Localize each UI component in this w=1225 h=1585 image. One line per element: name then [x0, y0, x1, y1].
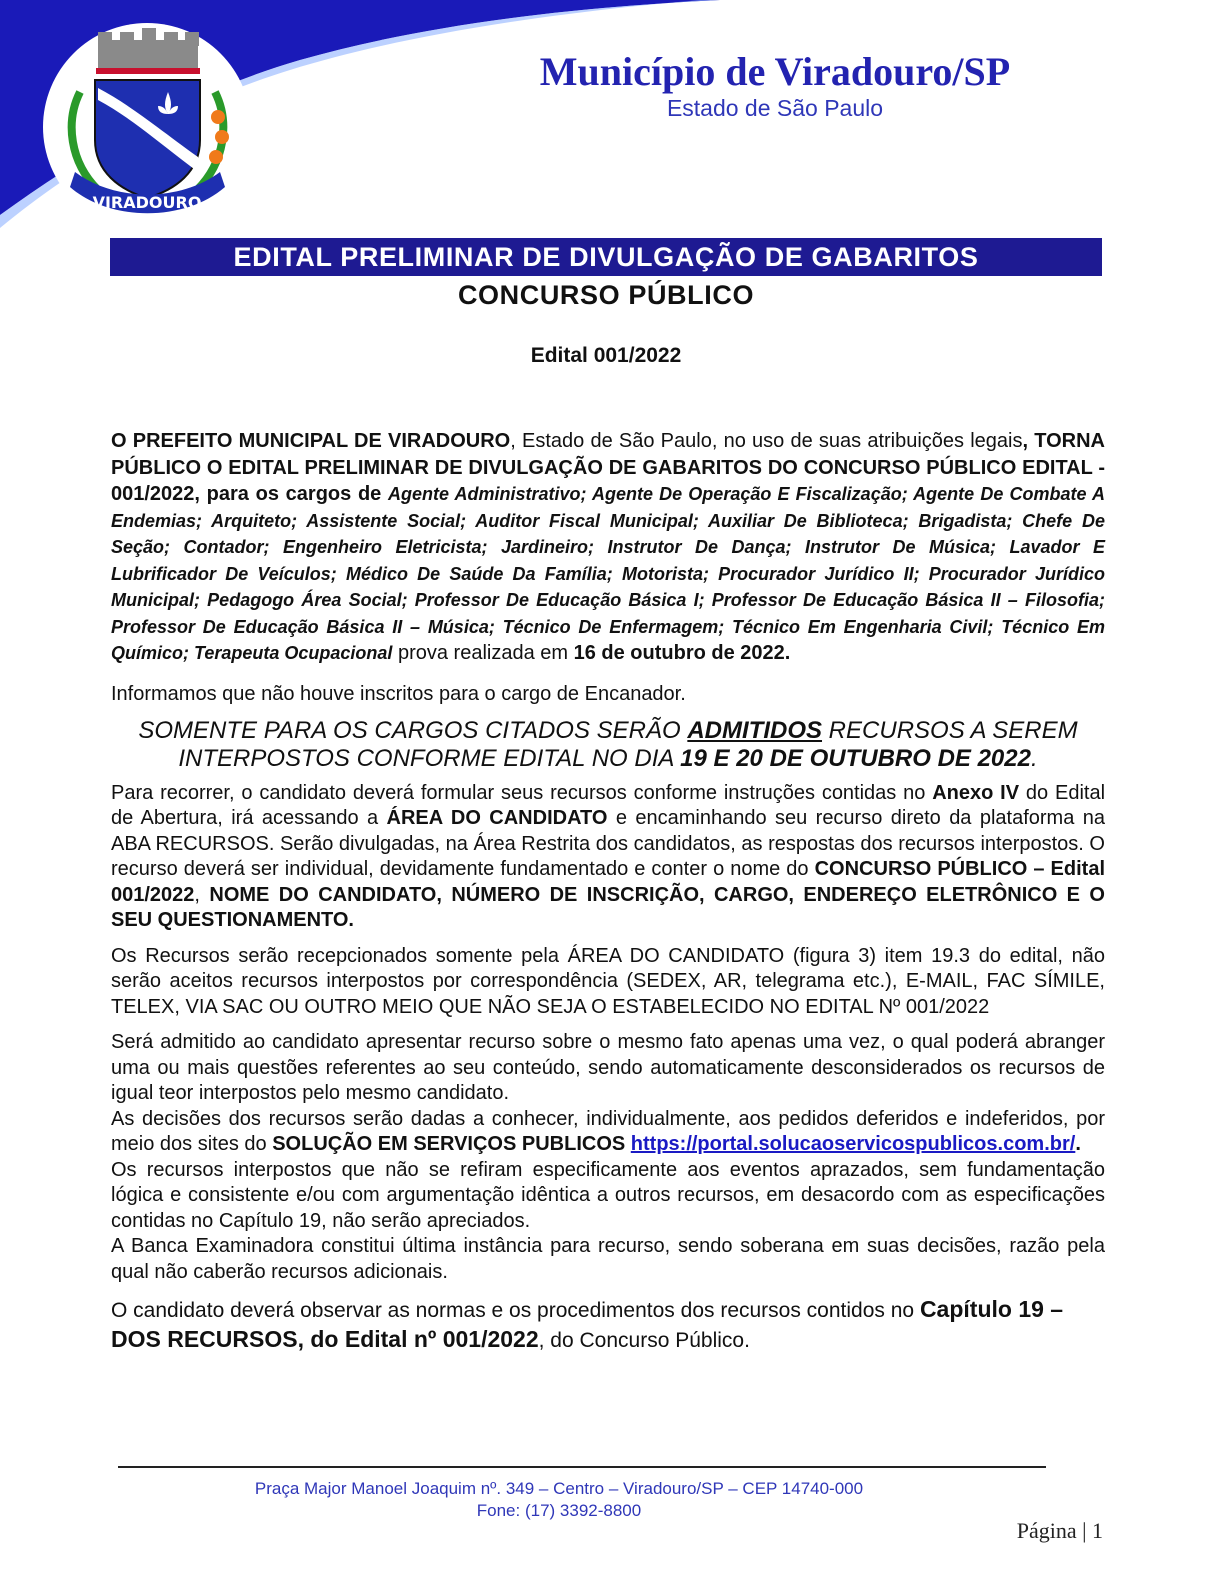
cargos-list: Agente Administrativo; Agente De Operação E Fiscalização; Agente De Combate A Endemias; Arquiteto; Assistente Social; Auditor Fiscal Municipal; Auxiliar De Biblioteca; Brigadista; Chefe De Seção; Contador; Engenheiro Eletricista; Jardineiro; Instrutor De Dança; Instrutor De Música; Lavador E Lubrificador De Veículos; Médico De Saúde Da Família; Motorista; Procurador Jurídico II; Procurador Jurídico Municipal; Pedagogo Área Social; Professor De Educação Básica I; Professor De Educação Básica II – Filosofia; Professor De Educação Básica II – Música; Técnico De Enfermagem; Técnico Em Engenharia Civil; Técnico Em Químico; Terapeuta Ocupacional [111, 484, 1105, 663]
decisoes-bold: SOLUÇÃO EM SERVIÇOS PUBLICOS [272, 1133, 626, 1155]
intro-paragraph [111, 428, 1105, 667]
state-subtitle: Estado de São Paulo [666, 95, 884, 121]
decisoes-text: As decisões dos recursos serão dadas a conhecer, individualmente, aos pedidos deferidos e indeferidos, por meio dos sites do [111, 1107, 1105, 1155]
municipal-crest-logo [40, 22, 255, 232]
decisoes-paragraph [111, 1107, 1105, 1158]
banca-paragraph: A Banca Examinadora constitui última instância para recurso, sendo soberana em suas decisões, razão pela qual não caberão recursos adicionais. [111, 1235, 1105, 1283]
municipality-title: Município de Viradouro/SP [539, 49, 1011, 94]
page-number: Página | 1 [1016, 1518, 1103, 1543]
no-inscritos-note: Informamos que não houve inscritos para o cargo de Encanador. [111, 682, 686, 705]
admitido-paragraph: Será admitido ao candidato apresentar recurso sobre o mesmo fato apenas uma vez, o qual poderá abranger uma ou mais questões referentes ao seu conteúdo, sendo automaticamente desconsiderados os recursos de igual teor interpostos pelo mesmo candidato. [111, 1031, 1105, 1104]
recepcao-paragraph: Os Recursos serão recepcionados somente pela ÁREA DO CANDIDATO (figura 3) item 19.3 do edital, não serão aceitos recursos interpostos por correspondência (SEDEX, AR, telegrama etc.), E-MAIL, FAC SÍMILE, TELEX, VIA SAC OU OUTRO MEIO QUE NÃO SEJA O ESTABELECIDO NO EDITAL Nº 001/2022 [111, 944, 1105, 1018]
recorrer-text-1: Para recorrer, o candidato deverá formular seus recursos conforme instruções contidas no [111, 781, 933, 804]
document-subtitle: CONCURSO PÚBLICO [457, 280, 755, 310]
document-banner-title: EDITAL PRELIMINAR DE DIVULGAÇÃO DE GABARITOS [110, 238, 1102, 276]
svg-text:VIRADOURO: VIRADOURO [92, 193, 202, 212]
footer-address-line: Praça Major Manoel Joaquim nº. 349 – Centro – Viradouro/SP – CEP 14740-000 [254, 1479, 864, 1498]
recorrer-required-fields: NOME DO CANDIDATO, NÚMERO DE INSCRIÇÃO, CARGO, ENDEREÇO ELETRÔNICO E O SEU QUESTIONAMENTO. [111, 883, 1105, 931]
notice-dates: 19 E 20 DE OUTUBRO DE 2022 [680, 744, 1031, 772]
intro-lead-bold: O PREFEITO MUNICIPAL DE VIRADOURO [111, 430, 511, 452]
recorrer-paragraph [111, 781, 1105, 934]
footer-divider [118, 1466, 1046, 1468]
notice-end: . [1030, 744, 1038, 772]
recorrer-concurso: CONCURSO PÚBLICO – Edital 001/2022 [111, 858, 1105, 906]
decisoes-end: . [1075, 1133, 1081, 1155]
recorrer-text-3: e encaminhando seu recurso direto da plataforma na ABA RECURSOS. Serão divulgadas, na Área Restrita dos candidatos, as respostas dos recursos interpostos. O recurso deverá ser individual, devidamente fundamentado e conter o nome do [111, 807, 1105, 880]
observar-paragraph [111, 1295, 1105, 1355]
portal-link[interactable]: https://portal.solucaoservicospublicos.com.br/ [630, 1133, 1076, 1155]
recorrer-anexo: Anexo IV [932, 781, 1020, 804]
intro-prova-text: prova realizada em [392, 642, 574, 664]
observar-end: , do Concurso Público. [538, 1329, 750, 1352]
notice-part1: SOMENTE PARA OS CARGOS CITADOS SERÃO [138, 716, 688, 744]
observar-text: O candidato deverá observar as normas e os procedimentos dos recursos contidos no [111, 1299, 920, 1322]
recorrer-text-4: , [194, 883, 210, 906]
recorrer-text-2: do Edital de Abertura, irá acessando a [111, 781, 1106, 829]
observar-bold: Capítulo 19 – DOS RECURSOS, do Edital nº 001/2022 [111, 1296, 1064, 1352]
notice-part2: RECURSOS A SEREM INTERPOSTOS CONFORME EDITAL NO DIA [178, 716, 1078, 772]
footer-phone: Fone: (17) 3392-8800 [476, 1501, 642, 1520]
nao-refiram-paragraph: Os recursos interpostos que não se refiram especificamente aos eventos aprazados, sem fundamentação lógica e consistente e/ou com argumentação idêntica a outros recursos, em desacordo com as especificações contidas no Capítulo 19, não serão apreciados. [111, 1158, 1105, 1232]
intro-lead-normal: , Estado de São Paulo, no uso de suas atribuições legais [510, 430, 1023, 452]
footer-address [118, 1478, 1000, 1522]
notice-admitidos: ADMITIDOS [687, 716, 823, 744]
intro-lead-comma: , [1022, 430, 1029, 452]
recorrer-area-candidato: ÁREA DO CANDIDATO [386, 807, 608, 829]
intro-prova-date: 16 de outubro de 2022. [573, 642, 791, 664]
document-body [111, 428, 1105, 1355]
intro-torna-publico: TORNA PÚBLICO O EDITAL PRELIMINAR DE DIVULGAÇÃO DE GABARITOS DO CONCURSO PÚBLICO EDITAL - 001/2022, para os cargos de [111, 430, 1105, 505]
resources-notice [111, 717, 1105, 773]
edital-number: Edital 001/2022 [530, 344, 682, 367]
